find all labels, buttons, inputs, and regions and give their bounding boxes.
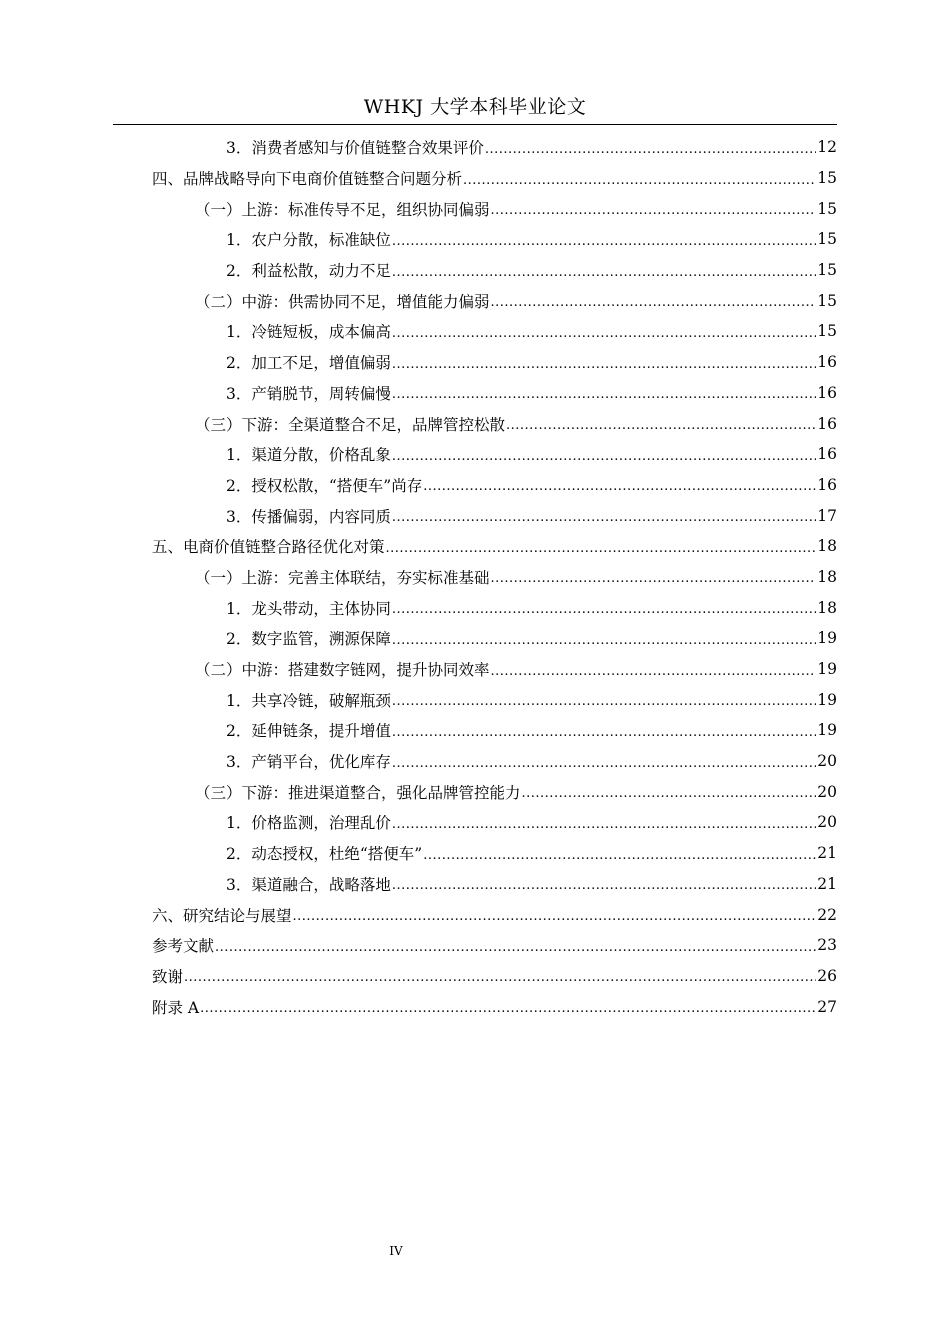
toc-entry-title: 3．产销脱节，周转偏慢 (226, 384, 391, 403)
toc-entry[interactable] (152, 899, 837, 930)
toc-entry-page-number: 15 (817, 199, 837, 218)
toc-dot-leader (392, 357, 816, 372)
toc-entry-title: 3．消费者感知与价值链整合效果评价 (226, 139, 484, 158)
toc-dot-leader (392, 878, 816, 893)
toc-dot-leader (491, 571, 817, 586)
toc-entry-title: 1．渠道分散，价格乱象 (226, 446, 391, 465)
toc-entry[interactable] (152, 470, 837, 501)
toc-entry-page-number: 20 (817, 752, 837, 771)
toc-dot-leader (392, 694, 816, 709)
toc-entry[interactable] (152, 961, 837, 992)
toc-entry-title: 致谢 (152, 967, 184, 986)
toc-entry[interactable] (152, 347, 837, 378)
toc-entry-page-number: 26 (817, 966, 837, 985)
toc-dot-leader (200, 1001, 816, 1016)
toc-dot-leader (392, 602, 816, 617)
toc-entry-page-number: 16 (817, 475, 837, 494)
toc-entry-title: （一）上游：完善主体联结，夯实标准基础 (195, 568, 490, 587)
toc-entry[interactable] (152, 132, 837, 163)
toc-dot-leader (491, 664, 817, 679)
toc-entry[interactable] (152, 408, 837, 439)
toc-dot-leader (184, 970, 816, 985)
toc-entry-page-number: 15 (817, 291, 837, 310)
toc-entry-page-number: 19 (817, 660, 837, 679)
toc-entry-page-number: 15 (817, 261, 837, 280)
toc-dot-leader (392, 265, 816, 280)
toc-dot-leader (215, 940, 816, 955)
toc-entry-page-number: 21 (817, 874, 837, 893)
toc-entry[interactable] (152, 991, 837, 1022)
toc-entry-page-number: 16 (817, 353, 837, 372)
toc-entry-title: 3．渠道融合，战略落地 (226, 875, 391, 894)
toc-entry-title: （二）中游：搭建数字链网，提升协同效率 (195, 661, 490, 680)
toc-dot-leader (392, 756, 816, 771)
toc-entry[interactable] (152, 316, 837, 347)
toc-dot-leader (392, 633, 816, 648)
toc-entry-page-number: 19 (817, 629, 837, 648)
toc-entry[interactable] (152, 285, 837, 316)
toc-entry[interactable] (152, 592, 837, 623)
toc-entry-page-number: 20 (817, 813, 837, 832)
header-divider (113, 124, 837, 125)
toc-entry-title: 参考文献 (152, 937, 215, 956)
toc-entry-page-number: 17 (817, 506, 837, 525)
toc-entry-title: 2．加工不足，增值偏弱 (226, 354, 391, 373)
toc-entry-title: 3．传播偏弱，内容同质 (226, 507, 391, 526)
toc-entry-title: 附录 A (152, 998, 200, 1017)
toc-dot-leader (485, 142, 816, 157)
toc-entry-page-number: 15 (817, 169, 837, 188)
toc-entry-title: （一）上游：标准传导不足，组织协同偏弱 (195, 200, 490, 219)
toc-entry-title: （三）下游：推进渠道整合，强化品牌管控能力 (195, 783, 521, 802)
toc-dot-leader (423, 848, 816, 863)
toc-dot-leader (522, 786, 817, 801)
toc-entry-page-number: 19 (817, 721, 837, 740)
toc-entry[interactable] (152, 654, 837, 685)
toc-entry[interactable] (152, 500, 837, 531)
toc-entry[interactable] (152, 562, 837, 593)
toc-entry-page-number: 16 (817, 414, 837, 433)
page-header-title: WHKJ 大学本科毕业论文 (363, 96, 587, 118)
toc-entry-title: 1．龙头带动，主体协同 (226, 599, 391, 618)
toc-dot-leader (423, 479, 816, 494)
toc-entry[interactable] (152, 930, 837, 961)
toc-entry-page-number: 16 (817, 445, 837, 464)
table-of-contents (152, 132, 837, 1022)
toc-entry[interactable] (152, 163, 837, 194)
toc-entry-page-number: 23 (817, 936, 837, 955)
toc-entry-title: （三）下游：全渠道整合不足，品牌管控松散 (195, 415, 506, 434)
toc-entry[interactable] (152, 776, 837, 807)
toc-entry-title: 2．动态授权，杜绝“搭便车” (226, 845, 423, 864)
toc-entry-title: 3．产销平台，优化库存 (226, 753, 391, 772)
toc-dot-leader (491, 295, 817, 310)
toc-entry-page-number: 21 (817, 844, 837, 863)
toc-entry-page-number: 20 (817, 782, 837, 801)
toc-dot-leader (392, 326, 816, 341)
toc-entry[interactable] (152, 439, 837, 470)
toc-dot-leader (392, 725, 816, 740)
toc-entry-page-number: 22 (817, 905, 837, 924)
toc-entry[interactable] (152, 869, 837, 900)
toc-dot-leader (392, 387, 816, 402)
toc-entry[interactable] (152, 224, 837, 255)
toc-entry[interactable] (152, 715, 837, 746)
toc-entry[interactable] (152, 378, 837, 409)
toc-entry[interactable] (152, 684, 837, 715)
toc-entry[interactable] (152, 531, 837, 562)
toc-dot-leader (392, 510, 816, 525)
toc-entry-title: 1．农户分散，标准缺位 (226, 231, 391, 250)
toc-entry-page-number: 16 (817, 383, 837, 402)
toc-entry-title: 四、品牌战略导向下电商价值链整合问题分析 (152, 170, 463, 189)
toc-entry-title: 五、电商价值链整合路径优化对策 (152, 538, 385, 557)
toc-entry[interactable] (152, 746, 837, 777)
toc-dot-leader (386, 541, 817, 556)
toc-entry-page-number: 18 (817, 567, 837, 586)
toc-entry-title: 2．数字监管，溯源保障 (226, 630, 391, 649)
toc-dot-leader (506, 418, 816, 433)
toc-entry-page-number: 18 (817, 598, 837, 617)
toc-entry[interactable] (152, 255, 837, 286)
toc-dot-leader (463, 173, 816, 188)
toc-entry-title: 2．授权松散，“搭便车”尚存 (226, 476, 423, 495)
page-number: IV (389, 1244, 403, 1258)
toc-entry-title: 六、研究结论与展望 (152, 906, 292, 925)
toc-entry-page-number: 12 (817, 138, 837, 157)
toc-entry-page-number: 18 (817, 537, 837, 556)
toc-dot-leader (392, 817, 816, 832)
toc-entry-title: （二）中游：供需协同不足，增值能力偏弱 (195, 292, 490, 311)
toc-entry-page-number: 15 (817, 230, 837, 249)
toc-entry-title: 1．冷链短板，成本偏高 (226, 323, 391, 342)
toc-entry-title: 2．利益松散，动力不足 (226, 262, 391, 281)
toc-entry-title: 2．延伸链条，提升增值 (226, 722, 391, 741)
toc-dot-leader (392, 234, 816, 249)
toc-dot-leader (491, 203, 817, 218)
toc-entry-page-number: 27 (817, 997, 837, 1016)
toc-dot-leader (293, 909, 817, 924)
toc-entry-title: 1．价格监测，治理乱价 (226, 814, 391, 833)
toc-entry-title: 1．共享冷链，破解瓶颈 (226, 691, 391, 710)
toc-entry[interactable] (152, 807, 837, 838)
toc-entry-page-number: 19 (817, 690, 837, 709)
toc-entry-page-number: 15 (817, 322, 837, 341)
toc-entry[interactable] (152, 193, 837, 224)
toc-dot-leader (392, 449, 816, 464)
toc-entry[interactable] (152, 838, 837, 869)
toc-entry[interactable] (152, 623, 837, 654)
